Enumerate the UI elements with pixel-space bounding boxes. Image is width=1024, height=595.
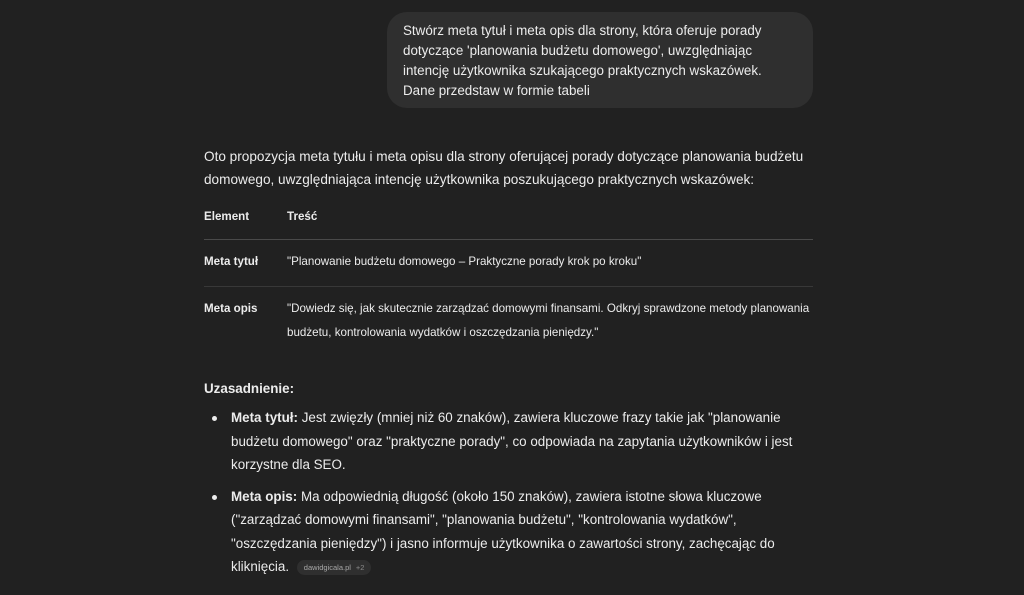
source-citation-chip[interactable] (297, 560, 372, 575)
rationale-heading: Uzasadnienie: (204, 381, 295, 396)
list-item (231, 485, 814, 579)
bullet-label: Meta opis: (231, 488, 298, 504)
source-site: dawidgicala.pl (303, 562, 351, 572)
user-message-bubble (387, 12, 813, 108)
rationale-list (204, 406, 814, 579)
table-header-content: Treść (287, 209, 813, 240)
table-cell-element: Meta opis (204, 302, 258, 315)
meta-table (204, 209, 813, 357)
table-header-element: Element (204, 209, 287, 240)
table-cell-element: Meta tytuł (204, 240, 287, 287)
list-item (231, 406, 814, 477)
bullet-text: Ma odpowiednią długość (około 150 znaków), zawiera istotne słowa kluczowe ("zarządzać domowymi finansami", "planowania budżetu", "kontrolowania wydatków", "oszczędzania pieniędzy") i jasno informuje użytkownika o zawartości strony, zachęcając do kliknięcia. (231, 488, 775, 574)
table-cell-content: "Planowanie budżetu domowego – Praktyczne porady krok po kroku" (287, 240, 813, 287)
table-header-row (204, 209, 813, 240)
user-message-text: Stwórz meta tytuł i meta opis dla strony, która oferuje porady dotyczące 'planowania budżetu domowego', uwzględniając intencję użytkownika szukającego praktycznych wskazówek. Dane przedstaw w formie tabeli (403, 23, 762, 98)
assistant-intro: Oto propozycja meta tytułu i meta opisu dla strony oferującej porady dotyczące planowania budżetu domowego, uwzględniająca intencję użytkownika poszukującego praktycznych wskazówek: (204, 149, 804, 187)
bullet-text: Jest zwięzły (mniej niż 60 znaków), zawiera kluczowe frazy takie jak "planowanie budżetu domowego" oraz "praktyczne porady", co odpowiada na zapytania użytkowników i jest korzystne dla SEO. (231, 410, 793, 472)
source-more-count: +2 (355, 562, 365, 572)
table-cell-content: "Dowiedz się, jak skutecznie zarządzać domowymi finansami. Odkryj sprawdzone metody planowania budżetu, kontrolowania wydatków i oszczędzania pieniędzy." (287, 302, 810, 339)
assistant-message (204, 145, 814, 587)
bullet-label: Meta tytuł: (231, 410, 298, 425)
table-row (204, 240, 813, 287)
table-row (204, 287, 813, 358)
